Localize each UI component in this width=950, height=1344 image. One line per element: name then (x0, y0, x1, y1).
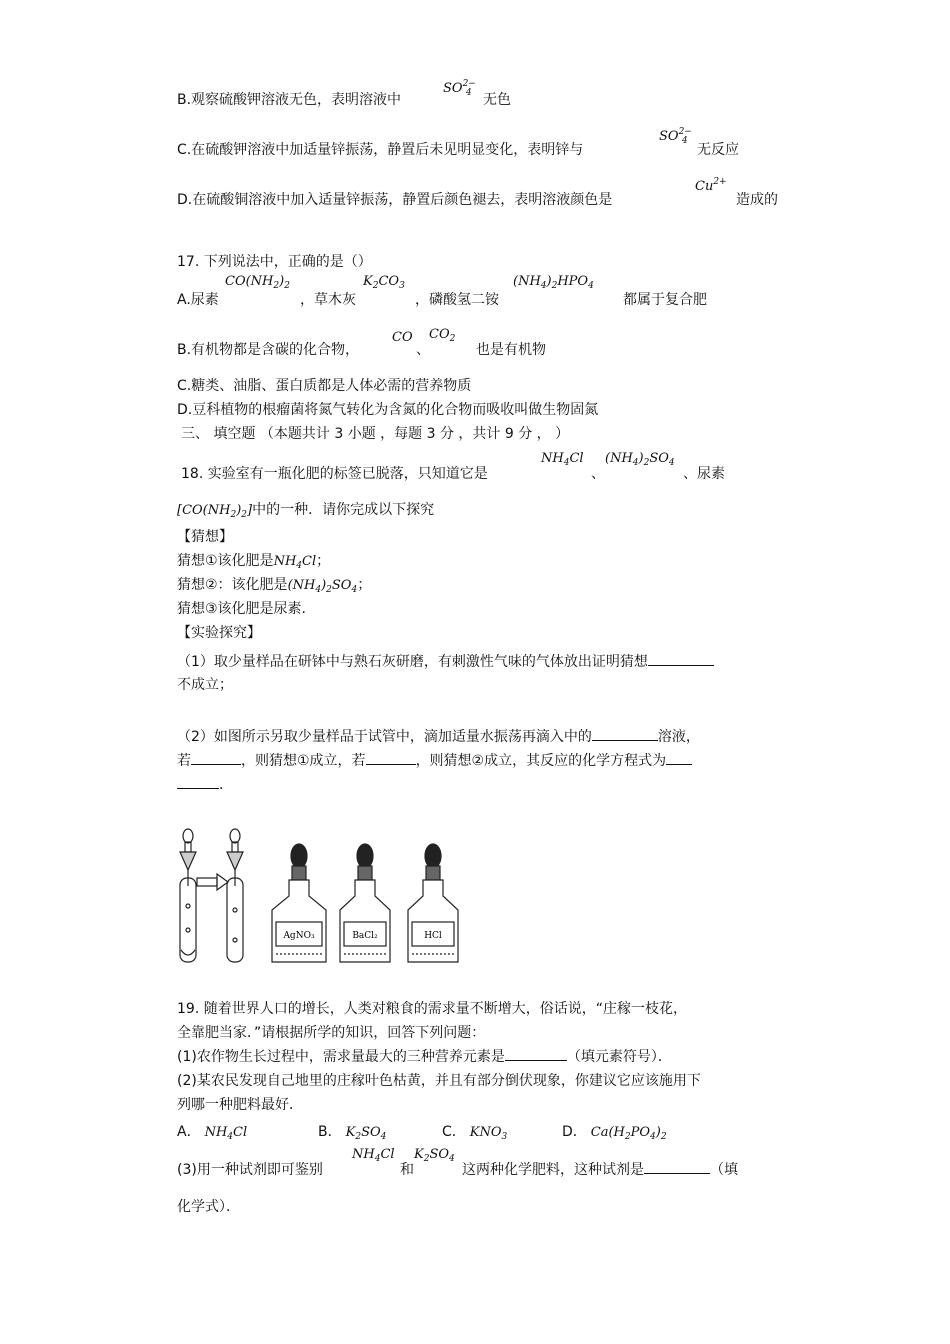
ammonium-phosphate-formula: $(NH_4)_2HPO_4$ (513, 274, 594, 291)
option-d-tail: 造成的 (736, 192, 778, 208)
answer-blank[interactable] (644, 1161, 710, 1174)
answer-blank[interactable] (648, 653, 714, 666)
q17-stem: 17. 下列说法中，正确的是（） (177, 254, 372, 270)
test-tube-with-dropper (227, 829, 243, 962)
q17-option-a-mid2: ，磷酸氢二铵 (415, 292, 499, 308)
ammonium-chloride-formula: $NH_4Cl$ (352, 1147, 395, 1164)
q18-stem-end: 、尿素 (683, 466, 725, 482)
section-heading: 三、 填空题 （本题共计 3 小题 ，每题 3 分 ，共计 9 分 ， ） (181, 426, 570, 442)
option-b-tail: 无色 (483, 92, 511, 108)
sulfate-ion-formula: $SO^{2-}_4$ (659, 127, 692, 146)
q18-part2-b: 若 ，则猜想①成立，若 ，则猜想②成立，其反应的化学方程式为 (177, 752, 692, 770)
answer-blank[interactable] (592, 728, 658, 741)
urea-bracket-formula: $[CO(NH_2)_2]$ (177, 503, 253, 520)
q19-choice-d: D． $Ca(H_2PO_4)_2$ (562, 1124, 667, 1142)
q18-part2-a: （2）如图所示另取少量样品于试管中，滴加适量水振荡再滴入中的 溶液， (177, 729, 700, 745)
reagent-bottle-bacl2 (340, 844, 390, 962)
answer-blank[interactable] (191, 752, 241, 765)
q18-sep: 、 (591, 466, 605, 482)
q19-sub2-end: 列哪一种肥料最好． (177, 1097, 303, 1113)
q19-sub3-tail: 这两种化学肥料，这种试剂是 （填 (462, 1162, 738, 1178)
q17-option-a-lead: A.尿素 (177, 292, 219, 308)
q17-option-a-mid1: ，草木灰 (300, 292, 356, 308)
sulfate-ion-formula: $SO^{2-}_4$ (443, 79, 476, 98)
potassium-carbonate-formula: $K_2CO_3$ (363, 274, 405, 291)
q19-sub3-end: 化学式）． (177, 1199, 240, 1215)
ammonium-sulfate-formula: $(NH_4)_2SO_4$ (605, 451, 675, 468)
q19-choice-a: A． $NH_4Cl$ (177, 1124, 248, 1142)
q17-option-b-end: 也是有机物 (476, 342, 546, 358)
q17-option-a-end: 都属于复合肥 (623, 292, 707, 308)
arrow-icon (197, 874, 228, 890)
reagent-bottle-agno3 (272, 844, 326, 962)
q18-part2-c: ． (177, 776, 233, 794)
q19-line1: 19. 随着世界人口的增长，人类对粮食的需求量不断增大，俗话说，“庄稼一枝花， (177, 1001, 687, 1017)
copper-ion-formula: $Cu^{2+}$ (695, 177, 727, 194)
q18-line2: $[CO(NH_2)_2]$中的一种．请你完成以下探究 (177, 502, 435, 520)
q17-option-d: D.豆科植物的根瘤菌将氮气转化为含氮的化合物而吸收叫做生物固氮 (177, 402, 599, 418)
answer-blank[interactable] (666, 752, 692, 765)
q19-sub2: (2)某农民发现自己地里的庄稼叶色枯黄，并且有部分倒伏现象，你建议它应该施用下 (177, 1073, 701, 1089)
bottle-label: AgNO₃ (283, 931, 315, 941)
option-c-tail: 无反应 (697, 142, 739, 158)
q18-part1: （1）取少量样品在研钵中与熟石灰研磨，有刺激性气味的气体放出证明猜想 (177, 653, 714, 671)
q17-option-b-sep: 、 (416, 342, 430, 358)
option-b-text: B.观察硫酸钾溶液无色，表明溶液中 (177, 92, 402, 108)
guess-2: 猜想②：该化肥是$(NH_4)_2SO_4$； (177, 577, 372, 595)
apparatus-figure (168, 826, 468, 968)
q19-sub3: (3)用一种试剂即可鉴别 (177, 1162, 323, 1178)
experiment-header: 【实验探究】 (177, 625, 261, 641)
bottle-label: BaCl₂ (352, 931, 378, 941)
q19-choice-b: B． $K_2SO_4$ (318, 1124, 387, 1142)
urea-formula: $CO(NH_2)_2$ (225, 274, 290, 291)
option-b-line (177, 91, 401, 109)
q19-sub3-and: 和 (400, 1162, 414, 1178)
co-formula: CO (392, 330, 413, 345)
guess-1: 猜想①该化肥是$NH_4Cl$； (177, 553, 331, 571)
co2-formula: $CO_2$ (429, 327, 456, 344)
option-d-text: D.在硫酸铜溶液中加入适量锌振荡，静置后颜色褪去，表明溶液颜色是 (177, 192, 613, 208)
potassium-sulfate-formula: $K_2SO_4$ (414, 1147, 455, 1164)
answer-blank[interactable] (177, 776, 219, 789)
q19-sub1: (1)农作物生长过程中，需求量最大的三种营养元素是 （填元素符号）． (177, 1049, 672, 1065)
q19-line2: 全靠肥当家．”请根据所学的知识，回答下列问题： (177, 1025, 486, 1041)
q18-part1-end: 不成立； (177, 677, 233, 693)
answer-blank[interactable] (505, 1048, 567, 1061)
ammonium-chloride-formula: $NH_4Cl$ (541, 451, 584, 468)
bottle-label: HCl (424, 931, 442, 941)
q19-choice-c: C． $KNO_3$ (442, 1124, 508, 1142)
guess-3: 猜想③该化肥是尿素． (177, 601, 316, 617)
option-c-text: C.在硫酸钾溶液中加适量锌振荡，静置后未见明显变化，表明锌与 (177, 142, 584, 158)
reagent-bottle-hcl (408, 844, 458, 962)
q18-stem: 18. 实验室有一瓶化肥的标签已脱落，只知道它是 (181, 466, 488, 482)
answer-blank[interactable] (366, 752, 416, 765)
guess-header: 【猜想】 (177, 529, 233, 545)
q17-option-b-lead: B.有机物都是含碳的化合物， (177, 342, 360, 358)
test-tube-with-dropper (180, 829, 196, 962)
q17-option-c: C.糖类、油脂、蛋白质都是人体必需的营养物质 (177, 378, 472, 394)
